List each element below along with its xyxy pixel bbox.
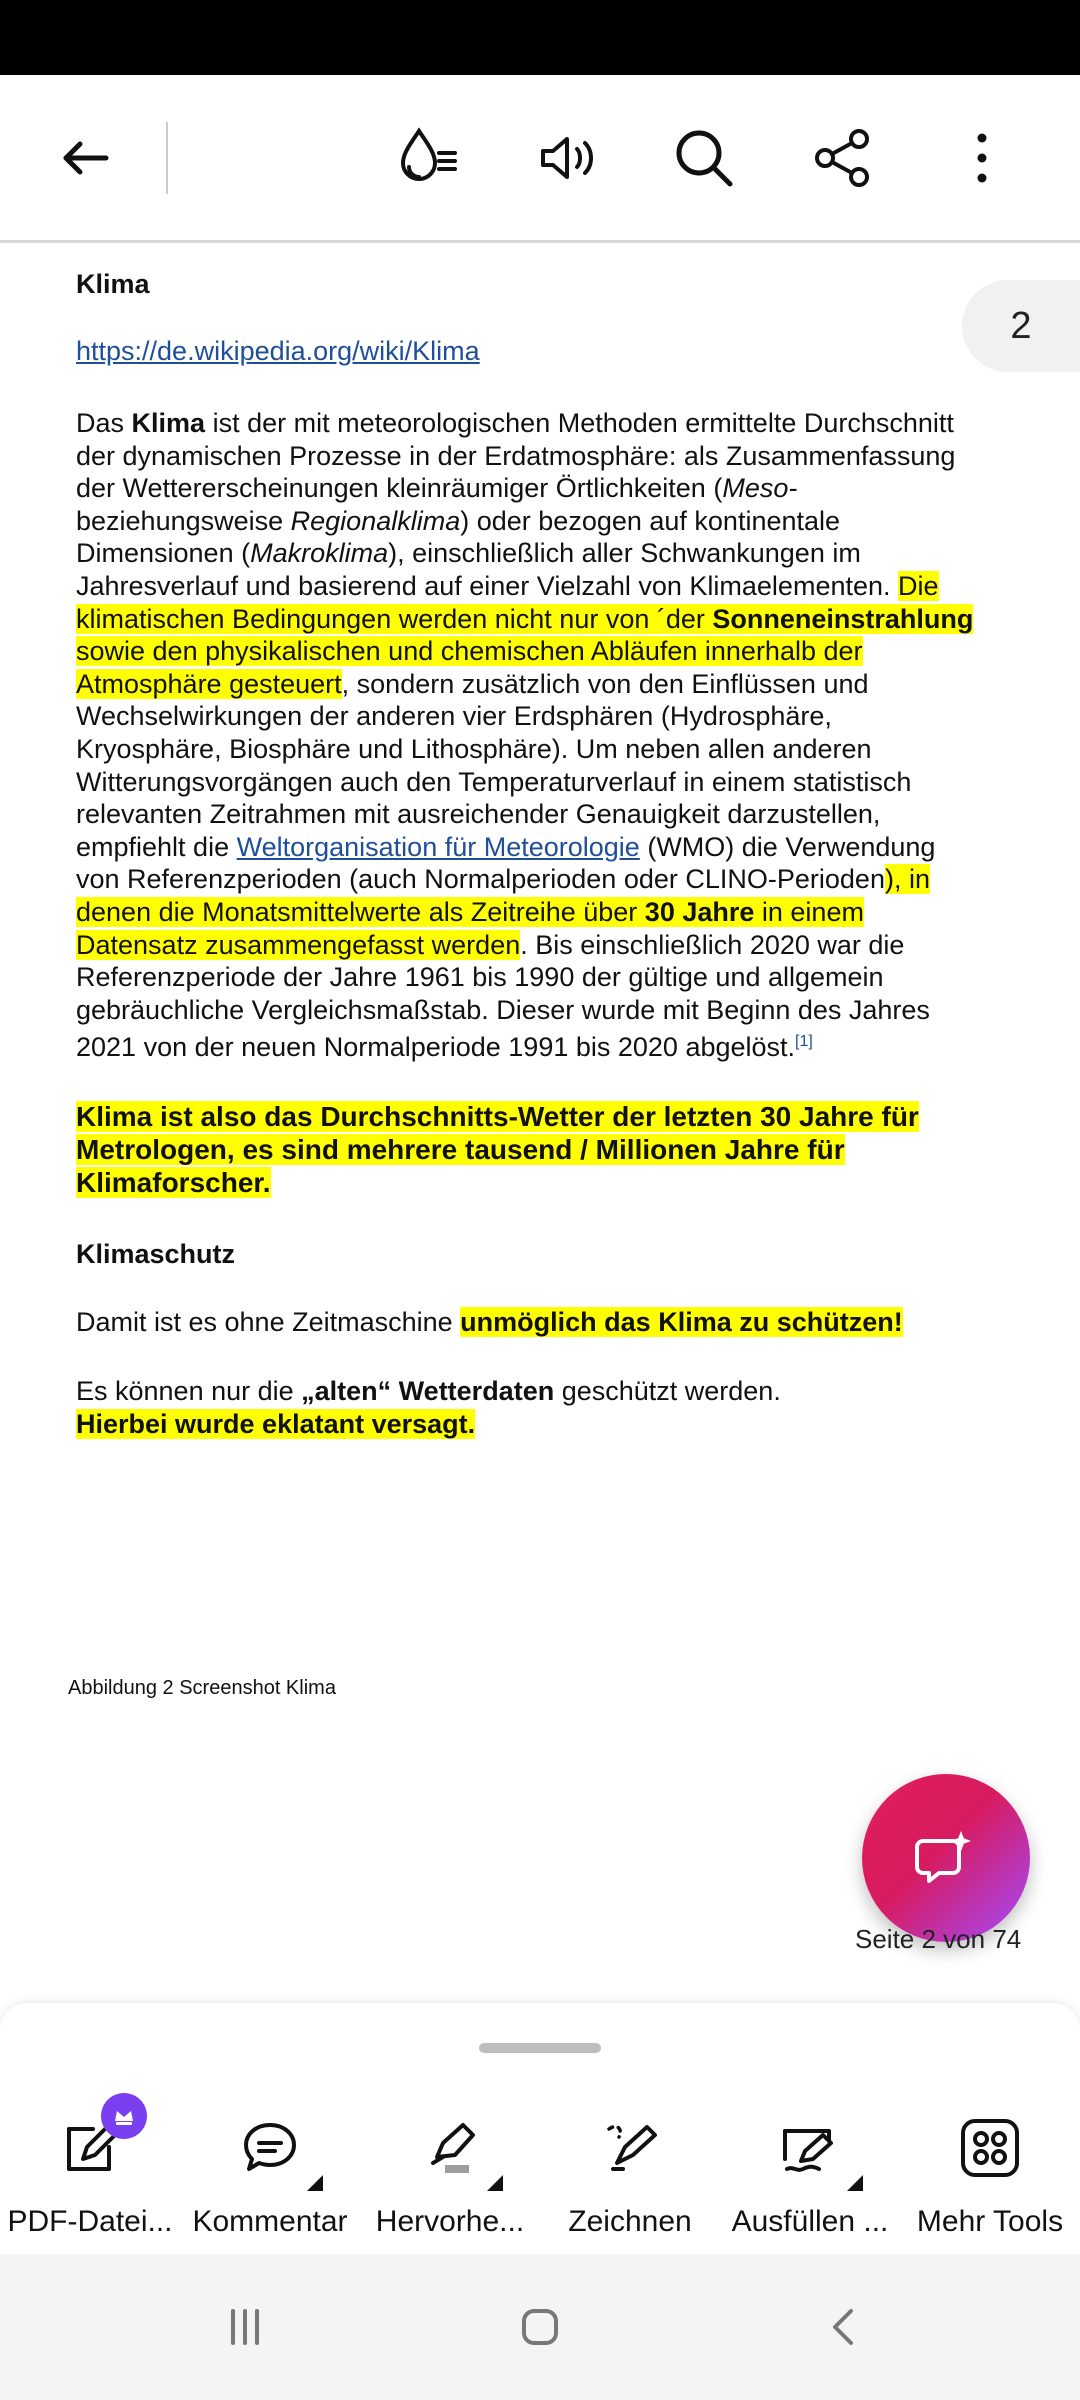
wikipedia-link[interactable]: https://de.wikipedia.org/wiki/Klima bbox=[76, 336, 480, 366]
ai-chat-sparkle-icon bbox=[911, 1823, 981, 1893]
weather-line: Es können nur die „alten“ Wetterdaten geschützt werden. bbox=[76, 1375, 781, 1406]
sheet-handle[interactable] bbox=[479, 2043, 601, 2053]
failure-line: Hierbei wurde eklatant versagt. bbox=[76, 1408, 476, 1439]
tool-fill-sign[interactable] bbox=[720, 2093, 900, 2243]
tool-label: Mehr Tools bbox=[916, 2205, 1064, 2238]
tool-comment[interactable] bbox=[180, 2093, 360, 2243]
page-indicator: Seite 2 von 74 bbox=[855, 1924, 1022, 1954]
tool-draw[interactable] bbox=[540, 2093, 720, 2243]
figure-caption: Abbildung 2 Screenshot Klima bbox=[68, 1677, 336, 1699]
tool-label: Ausfüllen ... bbox=[731, 2205, 889, 2238]
summary-highlight: Klima ist also das Durchschnitts-Wetter der letzten 30 Jahre für Metrologen, es sind mehrere tausend / Millionen Jahre für Klimaforscher. bbox=[76, 1100, 919, 1198]
fill-sign-icon bbox=[771, 2109, 849, 2187]
more-icon bbox=[962, 123, 1002, 193]
statement-line: Damit ist es ohne Zeitmaschine unmöglich das Klima zu schützen! bbox=[76, 1306, 903, 1337]
status-bar bbox=[0, 0, 1080, 75]
home-button[interactable] bbox=[485, 2272, 595, 2382]
android-navigation-bar bbox=[0, 2254, 1080, 2400]
share-button[interactable] bbox=[796, 112, 888, 204]
more-tools-icon bbox=[951, 2109, 1029, 2187]
share-icon bbox=[807, 123, 877, 193]
back-button[interactable] bbox=[38, 112, 130, 204]
recent-apps-icon bbox=[215, 2297, 275, 2357]
tool-label: PDF-Datei... bbox=[7, 2205, 173, 2238]
dropdown-corner-indicator bbox=[307, 2175, 323, 2191]
page-number-pill[interactable]: 2 bbox=[962, 280, 1080, 372]
comment-icon bbox=[231, 2109, 309, 2187]
dropdown-corner-indicator bbox=[847, 2175, 863, 2191]
reading-mode-button[interactable] bbox=[382, 112, 474, 204]
draw-icon bbox=[591, 2109, 669, 2187]
search-button[interactable] bbox=[658, 112, 750, 204]
document-content bbox=[76, 257, 1036, 1441]
reference-superscript[interactable]: [1] bbox=[795, 1033, 813, 1051]
tool-label: Kommentar bbox=[192, 2205, 348, 2238]
pdf-page[interactable] bbox=[0, 247, 1080, 1997]
home-icon bbox=[510, 2297, 570, 2357]
read-aloud-icon bbox=[529, 121, 603, 195]
highlight-icon bbox=[411, 2109, 489, 2187]
more-button[interactable] bbox=[936, 112, 1028, 204]
tool-sheet bbox=[0, 2003, 1080, 2255]
edit-pdf-icon bbox=[51, 2109, 129, 2187]
body-paragraph: Das Klima ist der mit meteorologischen Methoden ermittelte Durchschnitt der dynamischen Prozesse in der Erdatmosphäre: als Zusammenfassung der Wettererscheinungen kleinräumiger Örtlichkeiten (Meso- beziehungsweise Regionalklima) oder bezogen auf kontinentale Dimensionen (Makroklima), einschließlich aller Schwankungen im Jahresverlauf und basierend auf einer Vielzahl von Klimaelementen. Die klimatischen Bedingungen werden nicht nur von ´der Sonneneinstrahlung sowie den physikalischen und chemischen Abläufen innerhalb der Atmosphäre gesteuert, sondern zusätzlich von den Einflüssen und Wechselwirkungen der anderen vier Erdsphären (Hydrosphäre, Kryosphäre, Biosphäre und Lithosphäre). Um neben allen anderen Witterungsvorgängen auch den Temperaturverlauf in einem statistisch relevanten Zeitrahmen mit ausreichender Genauigkeit darzustellen, empfiehlt die Weltorganisation für Meteorologie (WMO) die Verwendung von Referenzperioden (auch Normalperioden oder CLINO-Perioden), in denen die Monatsmittelwerte als Zeitreihe über 30 Jahre in einem Datensatz zusammengefasst werden. Bis einschließlich 2020 war die Referenzperiode der Jahre 1961 bis 1990 der gültige und allgemein gebräuchliche Vergleichsmaßstab. Dieser wurde mit Beginn des Jahres 2021 von der neuen Normalperiode 1991 bis 2020 abgelöst.[1] bbox=[76, 408, 974, 1063]
tool-label: Hervorhe... bbox=[375, 2205, 525, 2238]
tool-more-tools[interactable] bbox=[900, 2093, 1080, 2243]
subheading: Klimaschutz bbox=[76, 1238, 236, 1269]
wmo-link[interactable]: Weltorganisation für Meteorologie bbox=[236, 831, 640, 862]
read-aloud-button[interactable] bbox=[520, 112, 612, 204]
app-bar bbox=[0, 75, 1080, 243]
search-icon bbox=[669, 123, 739, 193]
reading-mode-icon bbox=[391, 121, 465, 195]
system-back-button[interactable] bbox=[790, 2272, 900, 2382]
dropdown-corner-indicator bbox=[487, 2175, 503, 2191]
tools-bar bbox=[0, 2093, 1080, 2243]
system-back-icon bbox=[815, 2297, 875, 2357]
premium-crown-icon bbox=[101, 2093, 147, 2139]
tool-label: Zeichnen bbox=[568, 2205, 692, 2238]
tool-highlight[interactable] bbox=[360, 2093, 540, 2243]
appbar-divider bbox=[166, 122, 168, 194]
ai-assistant-button[interactable] bbox=[862, 1774, 1030, 1942]
recent-apps-button[interactable] bbox=[190, 2272, 300, 2382]
document-title: Klima bbox=[76, 269, 150, 299]
tool-edit-pdf[interactable] bbox=[0, 2093, 180, 2243]
back-icon bbox=[52, 126, 116, 190]
